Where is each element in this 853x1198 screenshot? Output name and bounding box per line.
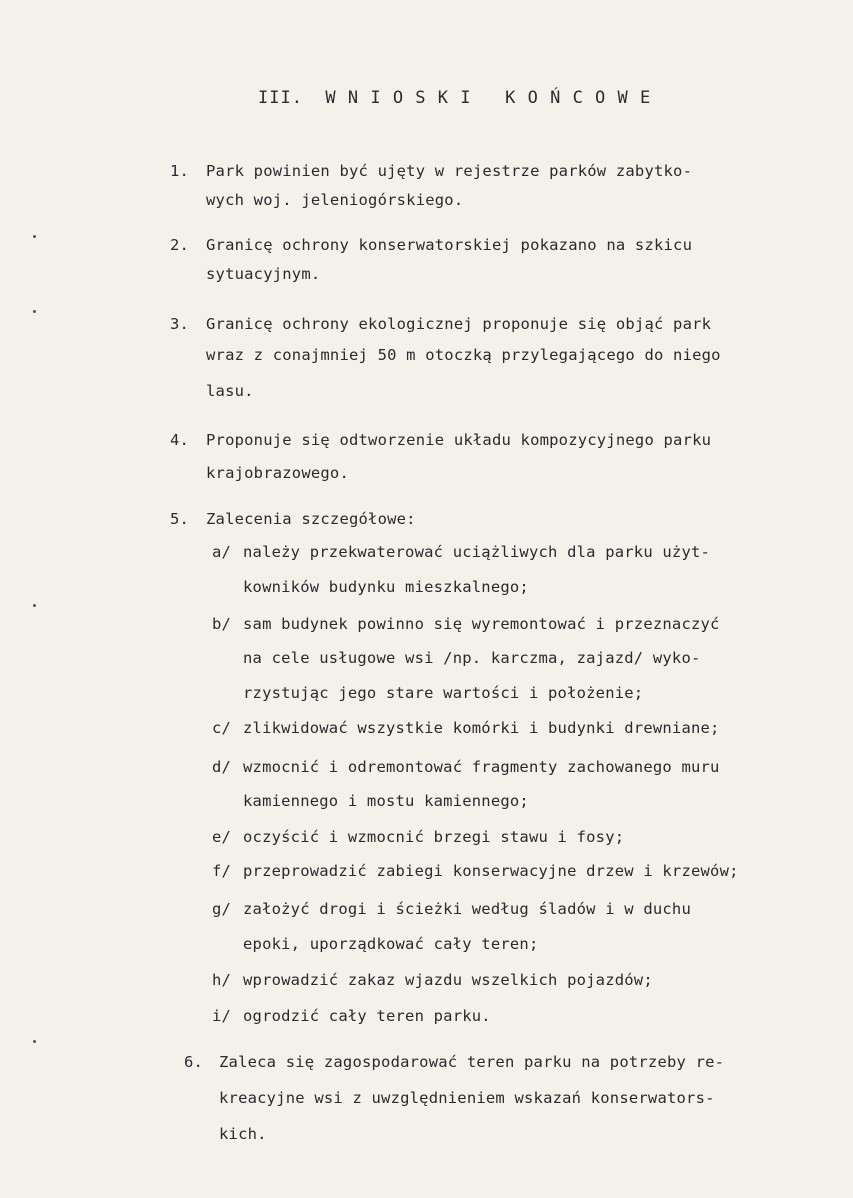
subitem-c-label: c/: [212, 719, 232, 737]
item-4-number: 4.: [170, 431, 190, 449]
subitem-c-line-1: zlikwidować wszystkie komórki i budynki drewniane;: [243, 719, 720, 737]
item-4-line-2: krajobrazowego.: [206, 464, 349, 482]
subitem-d-label: d/: [212, 758, 232, 776]
margin-mark: [33, 235, 36, 238]
subitem-f-line-1: przeprowadzić zabiegi konserwacyjne drzew i krzewów;: [243, 862, 739, 880]
item-3-number: 3.: [170, 315, 190, 333]
item-2-line-1: Granicę ochrony konserwatorskiej pokazano na szkicu: [206, 236, 693, 254]
item-2-number: 2.: [170, 236, 190, 254]
subitem-i-line-1: ogrodzić cały teren parku.: [243, 1007, 491, 1025]
item-1-line-2: wych woj. jeleniogórskiego.: [206, 191, 464, 209]
item-6-line-1: Zaleca się zagospodarować teren parku na potrzeby re-: [219, 1053, 725, 1071]
margin-mark: [33, 310, 36, 313]
subitem-b-label: b/: [212, 615, 232, 633]
item-1-line-1: Park powinien być ujęty w rejestrze parków zabytko-: [206, 162, 693, 180]
subitem-b-line-2: na cele usługowe wsi /np. karczma, zajazd/ wyko-: [243, 649, 701, 667]
item-3-line-3: lasu.: [206, 382, 254, 400]
subitem-e-line-1: oczyścić i wzmocnić brzegi stawu i fosy;: [243, 828, 625, 846]
item-2-line-2: sytuacyjnym.: [206, 265, 321, 283]
item-4-line-1: Proponuje się odtworzenie układu kompozycyjnego parku: [206, 431, 712, 449]
item-6-line-2: kreacyjne wsi z uwzględnieniem wskazań konserwators-: [219, 1089, 715, 1107]
item-3-line-1: Granicę ochrony ekologicznej proponuje się objąć park: [206, 315, 712, 333]
item-6-line-3: kich.: [219, 1125, 267, 1143]
item-5-number: 5.: [170, 510, 190, 528]
subitem-g-line-1: założyć drogi i ścieżki według śladów i w duchu: [243, 900, 691, 918]
item-5-line-1: Zalecenia szczegółowe:: [206, 510, 416, 528]
subitem-f-label: f/: [212, 862, 232, 880]
subitem-g-label: g/: [212, 900, 232, 918]
subitem-h-label: h/: [212, 971, 232, 989]
subitem-b-line-1: sam budynek powinno się wyremontować i przeznaczyć: [243, 615, 720, 633]
subitem-i-label: i/: [212, 1007, 232, 1025]
subitem-e-label: e/: [212, 828, 232, 846]
subitem-d-line-1: wzmocnić i odremontować fragmenty zachowanego muru: [243, 758, 720, 776]
subitem-a-line-1: należy przekwaterować uciążliwych dla parku użyt-: [243, 543, 711, 561]
item-6-number: 6.: [184, 1053, 204, 1071]
subitem-b-line-3: rzystując jego stare wartości i położenie;: [243, 684, 644, 702]
subitem-g-line-2: epoki, uporządkować cały teren;: [243, 935, 539, 953]
page-title: III. W N I O S K I K O Ń C O W E: [258, 88, 652, 108]
subitem-a-label: a/: [212, 543, 232, 561]
margin-mark: [33, 604, 36, 607]
margin-mark: [33, 1040, 36, 1043]
subitem-h-line-1: wprowadzić zakaz wjazdu wszelkich pojazdów;: [243, 971, 653, 989]
item-3-line-2: wraz z conajmniej 50 m otoczką przylegającego do niego: [206, 346, 721, 364]
subitem-a-line-2: kowników budynku mieszkalnego;: [243, 578, 529, 596]
item-1-number: 1.: [170, 162, 190, 180]
subitem-d-line-2: kamiennego i mostu kamiennego;: [243, 792, 529, 810]
